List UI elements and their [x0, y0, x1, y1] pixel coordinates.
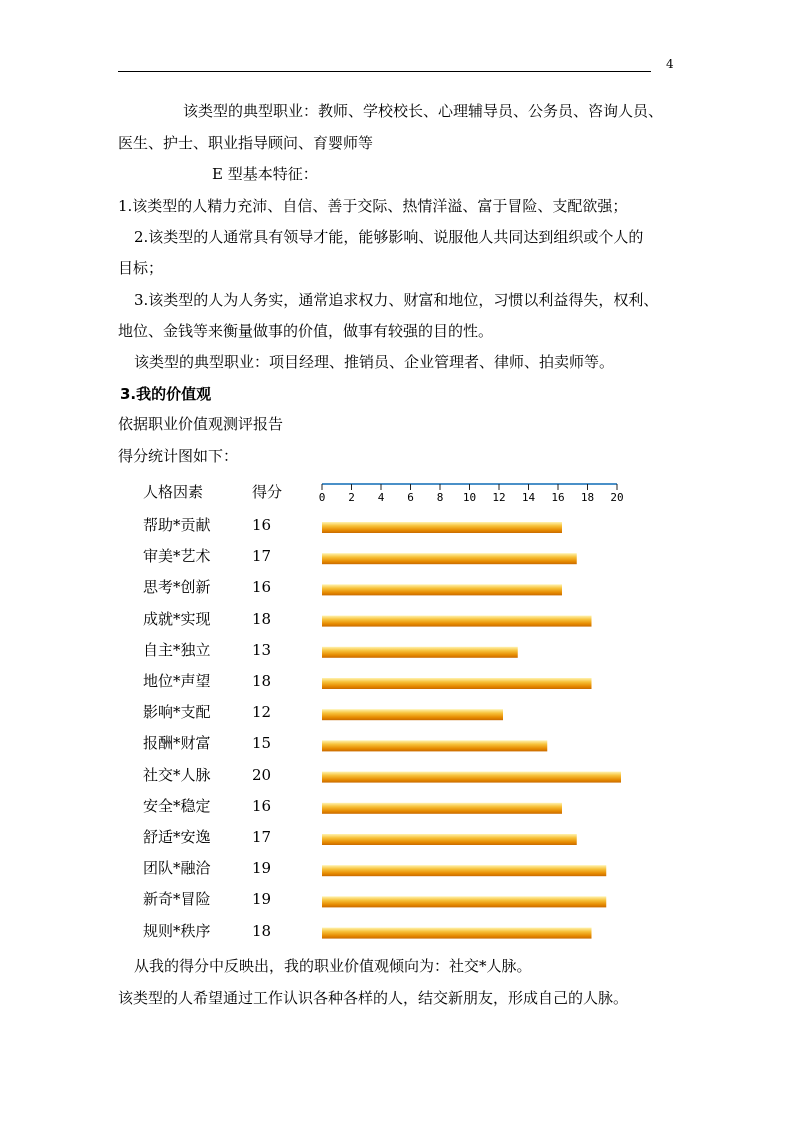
basis-line: 依据职业价值观测评报告 — [118, 415, 284, 433]
chart-intro-line: 得分统计图如下： — [118, 447, 239, 465]
x-tick-label: 4 — [377, 491, 385, 504]
factor-label: 舒适*安逸 — [143, 828, 211, 846]
s-occupations-cont-line: 医生、护士、职业指导顾问、育婴师等 — [118, 134, 374, 152]
e-type-title: E 型基本特征： — [212, 165, 318, 183]
score-value: 16 — [252, 796, 272, 815]
x-tick-label: 12 — [492, 491, 506, 504]
factor-column-header: 人格因素 — [143, 483, 204, 501]
score-bar — [322, 865, 606, 876]
e-item-2-cont: 目标； — [118, 259, 164, 277]
conclusion-line-2: 该类型的人希望通过工作认识各种各样的人，结交新朋友，形成自己的人脉。 — [118, 989, 629, 1007]
factor-label: 报酬*财富 — [143, 734, 211, 753]
score-value: 17 — [252, 547, 272, 566]
s-occupations-line: 该类型的典型职业：教师、学校校长、心理辅导员、公务员、咨询人员、 — [183, 102, 664, 120]
page-number: 4 — [666, 57, 674, 71]
factor-label: 地位*声望 — [143, 672, 211, 690]
score-value: 13 — [252, 640, 272, 659]
e-item-3-cont: 地位、金钱等来衡量做事的价值，做事有较强的目的性。 — [118, 322, 494, 340]
x-tick-label: 14 — [521, 491, 536, 504]
score-bar — [322, 834, 577, 845]
e-occupations-line: 该类型的典型职业：项目经理、推销员、企业管理者、律师、拍卖师等。 — [134, 353, 615, 371]
e-item-2: 2.该类型的人通常具有领导才能，能够影响、说服他人共同达到组织或个人的 — [134, 228, 644, 246]
header-rule — [118, 71, 651, 72]
e-item-1: 1.该类型的人精力充沛、自信、善于交际、热情洋溢、富于冒险、支配欲强； — [118, 197, 628, 215]
score-value: 19 — [252, 859, 272, 878]
score-bar — [322, 522, 562, 533]
score-value: 16 — [252, 578, 272, 597]
factor-label: 规则*秩序 — [143, 921, 211, 940]
factor-label: 团队*融洽 — [143, 859, 211, 878]
score-value: 15 — [252, 734, 272, 753]
factor-label: 帮助*贡献 — [143, 516, 211, 534]
score-value: 12 — [252, 703, 272, 722]
factor-label: 影响*支配 — [143, 703, 211, 722]
section-3-heading: 3.我的价值观 — [120, 385, 212, 403]
x-tick-label: 0 — [318, 491, 326, 504]
x-tick-label: 10 — [462, 491, 477, 504]
conclusion-line-1: 从我的得分中反映出，我的职业价值观倾向为：社交*人脉。 — [134, 957, 532, 975]
factor-label: 思考*创新 — [143, 578, 211, 597]
score-bar — [322, 678, 592, 689]
score-bar — [322, 803, 562, 814]
x-tick-label: 18 — [580, 491, 595, 504]
score-bar — [322, 647, 518, 658]
score-bar — [322, 584, 562, 595]
factor-label: 新奇*冒险 — [143, 890, 211, 909]
score-bar — [322, 772, 621, 783]
e-item-3: 3.该类型的人为人务实，通常追求权力、财富和地位，习惯以利益得失，权利、 — [134, 291, 659, 309]
score-bar — [322, 928, 592, 939]
factor-label: 审美*艺术 — [143, 547, 211, 566]
score-value: 19 — [252, 890, 272, 909]
score-column-header: 得分 — [252, 483, 283, 501]
x-tick-label: 2 — [348, 491, 355, 504]
x-tick-label: 20 — [610, 491, 624, 504]
score-value: 18 — [252, 672, 272, 690]
score-bar — [322, 553, 577, 564]
factor-label: 成就*实现 — [143, 609, 211, 628]
x-tick-label: 8 — [436, 491, 444, 504]
score-bar — [322, 896, 606, 907]
score-value: 16 — [252, 516, 272, 534]
factor-label: 社交*人脉 — [143, 765, 211, 784]
score-bar — [322, 740, 547, 751]
score-value: 20 — [252, 765, 272, 784]
score-value: 18 — [252, 609, 272, 628]
score-bar — [322, 709, 503, 720]
factor-label: 安全*稳定 — [143, 796, 211, 815]
x-tick-label: 6 — [407, 491, 414, 504]
factor-label: 自主*独立 — [143, 640, 211, 659]
score-value: 18 — [252, 921, 272, 940]
x-tick-label: 16 — [551, 491, 565, 504]
score-bar — [322, 616, 592, 627]
score-value: 17 — [252, 828, 272, 846]
